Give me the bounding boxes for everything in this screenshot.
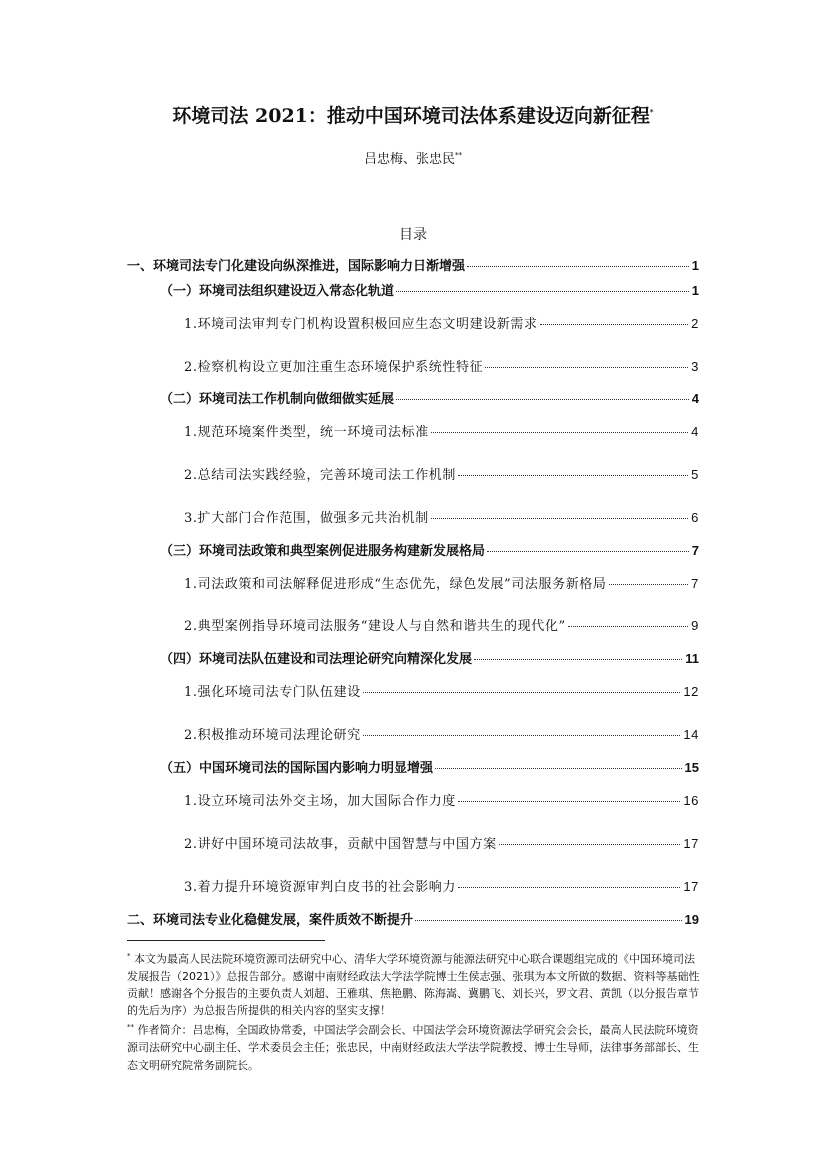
footnote-mark: *	[127, 952, 131, 960]
toc-entry-label: 1.环境司法审判专门机构设置积极回应生态文明建设新需求	[184, 317, 538, 332]
authors-footnote-mark: **	[455, 151, 462, 160]
toc-entry[interactable]	[160, 540, 699, 559]
toc-entry-page: 3	[691, 359, 699, 374]
toc-leader-dots	[609, 584, 689, 585]
toc-entry-label: 1.司法政策和司法解释促进形成“生态优先，绿色发展”司法服务新格局	[184, 577, 607, 592]
toc-entry[interactable]	[184, 724, 699, 743]
title-footnote-mark: *	[649, 107, 654, 117]
toc-leader-dots	[458, 887, 680, 888]
toc-entry-page: 4	[691, 424, 699, 439]
toc-leader-dots	[458, 801, 680, 802]
toc-entry-page: 9	[691, 618, 699, 633]
toc-entry[interactable]	[127, 255, 699, 274]
toc-entry[interactable]	[184, 507, 699, 526]
toc-entry-label: 2.总结司法实践经验，完善环境司法工作机制	[184, 468, 457, 483]
toc-leader-dots	[487, 551, 689, 552]
toc-heading: 目录	[399, 227, 427, 243]
toc-leader-dots	[474, 659, 682, 660]
toc-entry-page: 5	[691, 467, 699, 482]
toc-entry-label: 3.扩大部门合作范围，做强多元共治机制	[184, 511, 429, 526]
toc-entry-label: 二、环境司法专业化稳健发展，案件质效不断提升	[127, 913, 414, 928]
toc-leader-dots	[540, 324, 689, 325]
toc-entry[interactable]	[184, 464, 699, 483]
toc-entry[interactable]	[184, 573, 699, 592]
toc-entry-page: 12	[683, 684, 699, 699]
toc-entry[interactable]	[160, 648, 699, 667]
toc-leader-dots	[396, 399, 689, 400]
footnote	[127, 1019, 701, 1073]
toc-leader-dots	[431, 432, 688, 433]
footnote	[127, 948, 701, 1019]
toc-entry-label: （三）环境司法政策和典型案例促进服务构建新发展格局	[160, 544, 486, 559]
toc-entry-label: 一、环境司法专门化建设向纵深推进，国际影响力日渐增强	[127, 259, 466, 274]
toc-leader-dots	[568, 626, 688, 627]
toc-entry[interactable]	[184, 356, 699, 375]
toc-entry-page: 1	[691, 258, 699, 273]
toc-entry-label: 2.积极推动环境司法理论研究	[184, 728, 361, 743]
toc-entry-page: 16	[683, 793, 699, 808]
toc-entry-page: 6	[691, 510, 699, 525]
footnotes	[127, 948, 701, 1074]
toc-entry[interactable]	[127, 909, 699, 928]
footnote-divider	[127, 940, 325, 941]
toc-entry-page: 1	[691, 283, 699, 298]
toc-leader-dots	[415, 920, 682, 921]
toc-leader-dots	[467, 266, 689, 267]
toc-entry[interactable]	[184, 876, 699, 895]
toc-entry-label: 1.规范环境案件类型，统一环境司法标准	[184, 425, 429, 440]
toc-entry-page: 14	[683, 727, 699, 742]
toc-entry-page: 17	[683, 879, 699, 894]
toc-entry[interactable]	[160, 757, 699, 776]
toc-entry-page: 7	[691, 543, 699, 558]
toc-entry[interactable]	[184, 790, 699, 809]
document-title: 环境司法 2021：推动中国环境司法体系建设迈向新征程*	[172, 105, 654, 127]
toc-entry-label: 2.典型案例指导环境司法服务“建设人与自然和谐共生的现代化”	[184, 619, 566, 634]
toc-entry[interactable]	[184, 313, 699, 332]
toc-entry[interactable]	[184, 833, 699, 852]
toc-entry-label: （一）环境司法组织建设迈入常态化轨道	[160, 284, 395, 299]
toc-entry-page: 4	[691, 391, 699, 406]
footnote-text: 作者简介：吕忠梅，全国政协常委，中国法学会副会长、中国法学会环境资源法学研究会会长，最高人民法院环境资源司法研究中心副主任、学术委员会主任；张忠民，中南财经政法大学法学院教授、博士生导师，法律事务部部长、生态文明研究院常务副院长。	[127, 1024, 699, 1072]
toc-entry-label: 1.强化环境司法专门队伍建设	[184, 685, 361, 700]
toc-entry[interactable]	[184, 615, 699, 634]
toc-entry-label: 2.讲好中国环境司法故事，贡献中国智慧与中国方案	[184, 837, 497, 852]
toc-entry-page: 7	[691, 576, 699, 591]
toc-leader-dots	[485, 367, 688, 368]
toc-leader-dots	[499, 844, 681, 845]
toc-entry[interactable]	[184, 421, 699, 440]
toc-leader-dots	[458, 475, 688, 476]
toc-entry-label: 2.检察机构设立更加注重生态环境保护系统性特征	[184, 360, 484, 375]
toc-entry[interactable]	[160, 388, 699, 407]
toc-entry-label: 1.设立环境司法外交主场，加大国际合作力度	[184, 794, 457, 809]
toc-entry-label: 3.着力提升环境资源审判白皮书的社会影响力	[184, 880, 457, 895]
toc-leader-dots	[435, 768, 682, 769]
toc-entry-page: 15	[684, 760, 699, 775]
toc-entry-page: 11	[685, 651, 699, 666]
toc-entry-label: （二）环境司法工作机制向做细做实延展	[160, 392, 395, 407]
footnote-text: 本文为最高人民法院环境资源司法研究中心、清华大学环境资源与能源法研究中心联合课题组完成的《中国环境司法发展报告（2021）》总报告部分。感谢中南财经政法大学法学院博士生侯志强、张琪为本文所做的数据、资料等基础性贡献！感谢各个分报告的主要负责人刘超、王雅琪、焦艳鹏、陈海嵩、冀鹏飞、刘长兴，罗文君、黄凯（以分报告章节的先后为序）为总报告所提供的相关内容的坚实支撑！	[127, 952, 700, 1018]
toc-entry-page: 19	[684, 912, 699, 927]
toc-leader-dots	[431, 518, 688, 519]
toc-entry-page: 17	[683, 836, 699, 851]
toc-entry[interactable]	[184, 681, 699, 700]
toc-entry-label: （五）中国环境司法的国际国内影响力明显增强	[160, 761, 434, 776]
toc-leader-dots	[396, 291, 689, 292]
document-authors: 吕忠梅、张忠民**	[363, 151, 462, 167]
footnote-mark: **	[127, 1023, 134, 1032]
toc-entry[interactable]	[160, 280, 699, 299]
toc-leader-dots	[363, 692, 681, 693]
toc-leader-dots	[363, 735, 681, 736]
toc-entry-label: （四）环境司法队伍建设和司法理论研究向精深化发展	[160, 652, 473, 667]
toc-entry-page: 2	[691, 316, 699, 331]
